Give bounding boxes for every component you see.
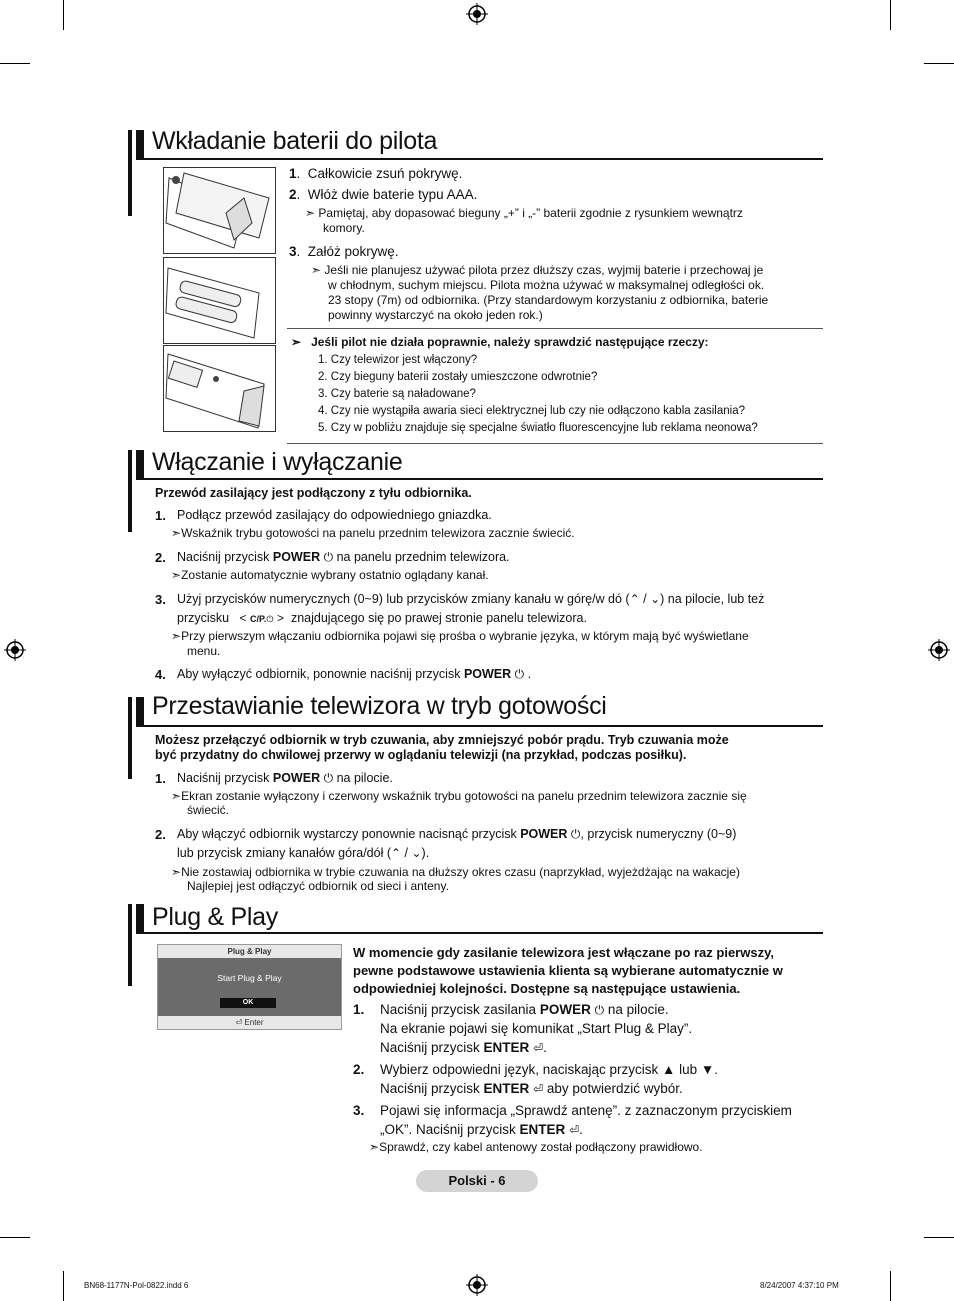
check-item: 1. Czy telewizor jest włączony? <box>318 354 478 366</box>
note-arrow-icon: ➣ <box>171 568 182 582</box>
crop-mark <box>924 1237 954 1238</box>
screen-message: Start Plug & Play <box>217 973 282 983</box>
step-text: przycisku <box>177 611 230 625</box>
note-text: Jeśli nie planujesz używać pilota przez dłuższy czas, wyjmij baterie i przechowaj je <box>324 263 764 277</box>
section-bar <box>136 130 144 160</box>
step-text: Wybierz odpowiedni język, naciskając przycisk ▲ lub ▼. <box>380 1062 718 1077</box>
registration-mark-icon <box>466 3 488 25</box>
divider <box>287 443 823 444</box>
key-label: ENTER <box>483 1081 530 1096</box>
key-label: POWER <box>272 550 321 564</box>
step-text: . <box>579 1122 583 1137</box>
step-text: „OK”. Naciśnij przycisk <box>380 1122 516 1137</box>
note-text: powinny wystarczyć na około jeden rok.) <box>328 308 543 322</box>
section-bar <box>128 904 132 986</box>
step-text: Użyj przycisków numerycznych (0~9) lub przycisków zmiany kanału w górę/w dó ( <box>177 592 630 606</box>
section-title-onoff: Włączanie i wyłączanie <box>152 448 403 476</box>
step-text: na pilocie. <box>607 1002 669 1017</box>
power-icon: ⏻ <box>594 1003 605 1017</box>
step-text: . <box>527 667 532 681</box>
step-number: 1. <box>155 508 166 523</box>
channel-up-icon: ⌃ <box>629 592 640 606</box>
note-text: komory. <box>323 221 365 235</box>
section-title-standby: Przestawianie telewizora w tryb gotowości <box>152 692 607 720</box>
note-text: Nie zostawiaj odbiornika w trybie czuwania na dłuższy okres czasu (naprzykład, wyjeżdżając na wakacje) <box>181 865 740 879</box>
note-arrow-icon: ➣ <box>311 263 322 277</box>
key-label: POWER <box>539 1002 591 1017</box>
key-label: POWER <box>520 827 568 841</box>
step-text: Naciśnij przycisk <box>177 550 270 564</box>
step-text: , przycisk numeryczny (0~9) <box>580 827 737 841</box>
step-number: 2 <box>289 187 297 202</box>
step-text: Całkowicie zsuń pokrywę. <box>307 166 463 181</box>
step-text: lub przycisk zmiany kanałów góra/dół ( <box>177 846 391 860</box>
note-text: Pamiętaj, aby dopasować bieguny „+” i „-” baterii zgodnie z rysunkiem wewnątrz <box>318 206 743 220</box>
note-arrow-icon: ➣ <box>305 206 316 220</box>
crop-mark <box>890 0 891 30</box>
crop-mark <box>63 0 64 30</box>
section-title-batteries: Wkładanie baterii do pilota <box>152 127 438 155</box>
channel-down-icon: ⌄ <box>411 846 422 860</box>
section-rule <box>144 725 823 727</box>
section-rule <box>144 932 823 934</box>
step-number: 3. <box>353 1103 365 1118</box>
section-bar <box>128 130 132 216</box>
screen-enter-label: Enter <box>244 1018 264 1027</box>
note-text: Najlepiej jest odłączyć odbiornik od sieci i anteny. <box>187 879 449 893</box>
key-label: ENTER <box>483 1040 530 1055</box>
step-number: 1. <box>353 1002 365 1017</box>
section-title-plugplay: Plug & Play <box>152 903 278 931</box>
step-text: znajdującego się po prawej stronie panelu telewizora. <box>290 611 587 625</box>
section-bar <box>128 450 132 532</box>
note-arrow-icon: ➣ <box>291 335 302 349</box>
note-text: świecić. <box>187 803 230 817</box>
step-text: na pilocie. <box>336 771 393 785</box>
check-item: 2. Czy bieguny baterii zostały umieszczone odwrotnie? <box>318 371 598 383</box>
section-rule <box>144 158 823 160</box>
note-arrow-icon: ➣ <box>171 526 182 540</box>
section-intro: Możesz przełączyć odbiornik w tryb czuwania, aby zmniejszyć pobór prądu. Tryb czuwania może <box>155 733 729 747</box>
step-text: Załóż pokrywę. <box>307 244 399 259</box>
check-item: 3. Czy baterie są naładowane? <box>318 388 476 400</box>
section-intro: odpowiedniej kolejności. Dostępne są następujące ustawienia. <box>353 981 741 996</box>
power-icon: ⏻ <box>266 614 274 624</box>
crop-mark <box>0 63 30 64</box>
step-number: 2. <box>353 1062 365 1077</box>
step-number: 1. <box>155 771 166 786</box>
print-date: 8/24/2007 4:37:10 PM <box>760 1281 839 1290</box>
check-item: 4. Czy nie wystąpiła awaria sieci elektrycznej lub czy nie odłączono kabla zasilania? <box>318 405 745 417</box>
section-intro: być przydatny do chwilowej przerwy w oglądaniu telewizji (na przykład, podczas posiłku). <box>155 748 687 762</box>
note-text: 23 stopy (7m) od odbiornika. (Przy standardowym korzystaniu z odbiornika, baterie <box>328 293 769 307</box>
divider <box>287 328 823 329</box>
key-label: POWER <box>463 667 512 681</box>
check-heading: Jeśli pilot nie działa poprawnie, należy sprawdzić następujące rzeczy: <box>311 335 709 349</box>
screen-header: Plug & Play <box>158 945 341 958</box>
note-text: Zostanie automatycznie wybrany ostatnio oglądany kanał. <box>181 568 489 582</box>
channel-up-icon: ⌃ <box>390 846 402 860</box>
step-text: Podłącz przewód zasilający do odpowiedniego gniazdka. <box>177 508 492 522</box>
registration-mark-icon <box>4 639 26 661</box>
power-icon: ⏻ <box>570 827 581 841</box>
key-label: ENTER <box>519 1122 566 1137</box>
step-text: Na ekranie pojawi się komunikat „Start Plug & Play”. <box>380 1021 693 1036</box>
chevron-left-icon: < <box>239 611 247 625</box>
step-text: Naciśnij przycisk zasilania <box>380 1002 537 1017</box>
remote-batteries-illustration <box>163 257 276 344</box>
registration-mark-icon <box>928 639 950 661</box>
section-bar <box>128 697 132 779</box>
check-item: 5. Czy w pobliżu znajduje się specjalne światło fluorescencyjne lub reklama neonowa? <box>318 422 758 434</box>
note-arrow-icon: ➣ <box>369 1140 380 1154</box>
enter-icon: ⏎ <box>569 1123 580 1137</box>
chevron-right-icon: > <box>276 611 284 625</box>
step-text: na panelu przednim telewizora. <box>336 550 510 564</box>
step-text: Pojawi się informacja „Sprawdź antenę”. z zaznaczonym przyciskiem <box>380 1103 792 1118</box>
key-label: C/P. <box>250 614 267 624</box>
step-number: 3 <box>289 244 297 259</box>
file-info: BN68-1177N-Pol-0822.indd 6 <box>84 1281 189 1290</box>
crop-mark <box>63 1271 64 1301</box>
step-text: Aby włączyć odbiornik wystarczy ponownie nacisnąć przycisk <box>177 827 517 841</box>
plug-play-screen <box>157 944 342 1030</box>
section-rule <box>144 478 823 480</box>
step-text: . <box>543 1040 547 1055</box>
section-bar <box>136 904 144 934</box>
step-number: 3. <box>155 592 166 607</box>
step-text: Naciśnij przycisk <box>380 1040 480 1055</box>
section-intro: W momencie gdy zasilanie telewizora jest włączane po raz pierwszy, <box>353 945 774 960</box>
remote-cover-illustration <box>163 167 276 254</box>
enter-icon: ⏎ <box>235 1018 243 1027</box>
step-number: 2. <box>155 550 166 565</box>
note-arrow-icon: ➣ <box>171 789 182 803</box>
step-text: Naciśnij przycisk <box>380 1081 480 1096</box>
note-text: Sprawdź, czy kabel antenowy został podłączony prawidłowo. <box>379 1140 703 1154</box>
step-text: Aby wyłączyć odbiornik, ponownie naciśnij przycisk <box>177 667 461 681</box>
enter-icon: ⏎ <box>533 1082 544 1096</box>
section-bar <box>136 450 144 480</box>
crop-mark <box>924 63 954 64</box>
step-number: 1 <box>289 166 297 181</box>
page-number-badge: Polski - 6 <box>416 1170 538 1192</box>
crop-mark <box>890 1271 891 1301</box>
enter-icon: ⏎ <box>533 1041 544 1055</box>
step-text: aby potwierdzić wybór. <box>546 1081 683 1096</box>
section-bar <box>136 697 144 727</box>
screen-ok-button[interactable]: OK <box>220 998 276 1008</box>
note-arrow-icon: ➣ <box>171 865 182 879</box>
step-text: Naciśnij przycisk <box>177 771 270 785</box>
crop-mark <box>0 1237 30 1238</box>
power-icon: ⏻ <box>323 771 334 785</box>
registration-mark-icon <box>466 1274 488 1296</box>
note-text: w chłodnym, suchym miejscu. Pilota można używać w maksymalnej odległości ok. <box>328 278 765 292</box>
step-number: 4. <box>155 667 166 682</box>
note-text: Ekran zostanie wyłączony i czerwony wskaźnik trybu gotowości na panelu przednim telewizora zacznie się <box>181 789 747 803</box>
note-arrow-icon: ➣ <box>171 629 182 643</box>
step-text: Włóż dwie baterie typu AAA. <box>307 187 478 202</box>
step-text: ) na pilocie, lub też <box>660 592 765 606</box>
step-number: 2. <box>155 827 166 842</box>
power-icon: ⏻ <box>323 550 334 564</box>
section-intro: Przewód zasilający jest podłączony z tyłu odbiornika. <box>155 486 472 500</box>
step-text: ). <box>421 846 430 860</box>
remote-close-illustration <box>163 345 276 432</box>
key-label: POWER <box>272 771 321 785</box>
power-icon: ⏻ <box>514 667 525 681</box>
note-text: Przy pierwszym włączaniu odbiornika pojawi się prośba o wybranie języka, w którym mają być wyświetlane <box>181 629 749 643</box>
channel-down-icon: ⌄ <box>650 592 661 606</box>
note-text: menu. <box>187 644 221 658</box>
note-text: Wskaźnik trybu gotowości na panelu przednim telewizora zacznie świecić. <box>181 526 575 540</box>
section-intro: pewne podstawowe ustawienia klienta są wybierane automatycznie w <box>353 963 783 978</box>
